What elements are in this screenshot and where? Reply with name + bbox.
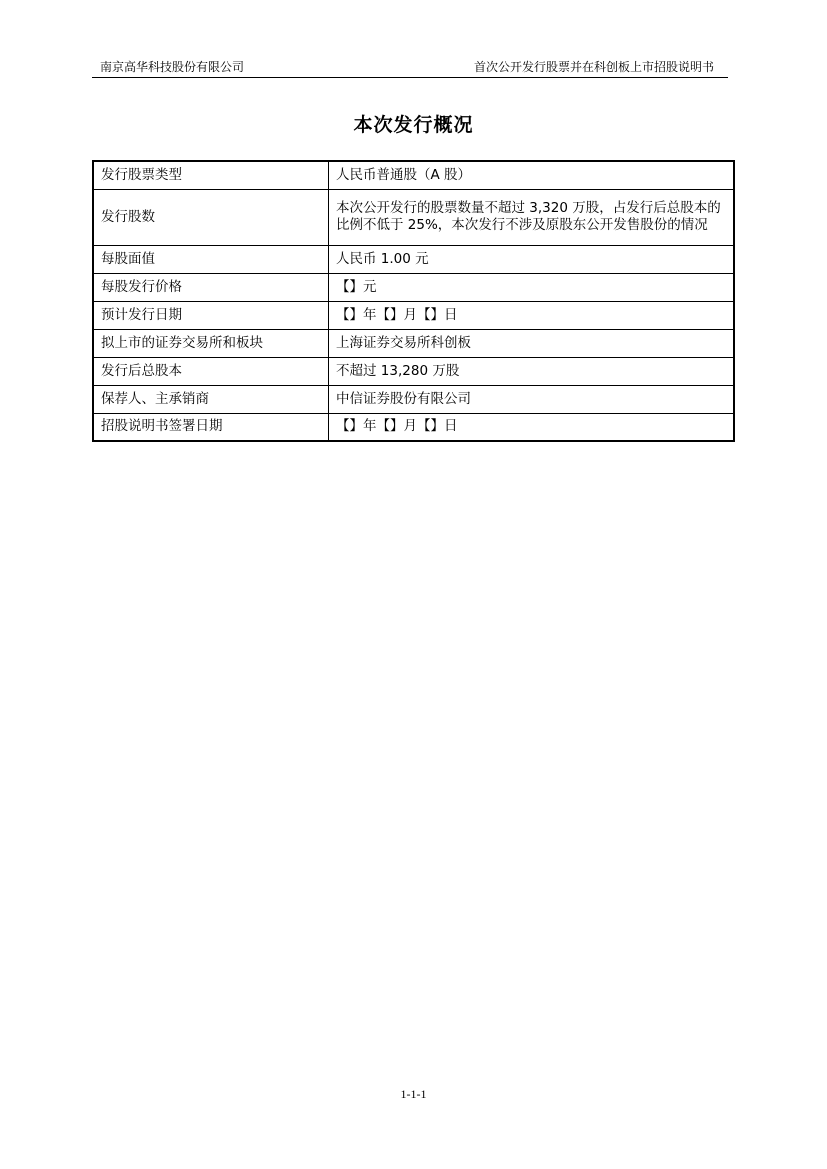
table-row bbox=[93, 301, 734, 329]
offering-overview-table bbox=[92, 160, 735, 442]
row-value: 【】年【】月【】日 bbox=[329, 301, 735, 329]
row-label: 拟上市的证券交易所和板块 bbox=[93, 329, 329, 357]
row-label: 招股说明书签署日期 bbox=[93, 413, 329, 441]
page-header bbox=[92, 58, 728, 78]
row-label: 每股面值 bbox=[93, 245, 329, 273]
row-label: 保荐人、主承销商 bbox=[93, 385, 329, 413]
row-value: 人民币 1.00 元 bbox=[329, 245, 735, 273]
table-row bbox=[93, 273, 734, 301]
row-value: 【】年【】月【】日 bbox=[329, 413, 735, 441]
row-label: 发行股票类型 bbox=[93, 161, 329, 189]
row-value: 本次公开发行的股票数量不超过 3,320 万股，占发行后总股本的比例不低于 25%，本次发行不涉及原股东公开发售股份的情况 bbox=[329, 189, 735, 245]
page-title: 本次发行概况 bbox=[353, 114, 474, 136]
company-name: 南京高华科技股份有限公司 bbox=[100, 60, 245, 74]
table-row bbox=[93, 245, 734, 273]
table-row bbox=[93, 329, 734, 357]
table-row bbox=[93, 357, 734, 385]
table-row bbox=[93, 385, 734, 413]
row-label: 发行后总股本 bbox=[93, 357, 329, 385]
row-value: 上海证券交易所科创板 bbox=[329, 329, 735, 357]
row-label: 每股发行价格 bbox=[93, 273, 329, 301]
table-row bbox=[93, 161, 734, 189]
row-value: 不超过 13,280 万股 bbox=[329, 357, 735, 385]
row-value: 人民币普通股（A 股） bbox=[329, 161, 735, 189]
row-label: 预计发行日期 bbox=[93, 301, 329, 329]
row-label: 发行股数 bbox=[93, 189, 329, 245]
document-name: 首次公开发行股票并在科创板上市招股说明书 bbox=[473, 60, 714, 74]
row-value: 中信证券股份有限公司 bbox=[329, 385, 735, 413]
row-value: 【】元 bbox=[329, 273, 735, 301]
table-row bbox=[93, 189, 734, 245]
page-number: 1-1-1 bbox=[400, 1087, 427, 1101]
table-row bbox=[93, 413, 734, 441]
